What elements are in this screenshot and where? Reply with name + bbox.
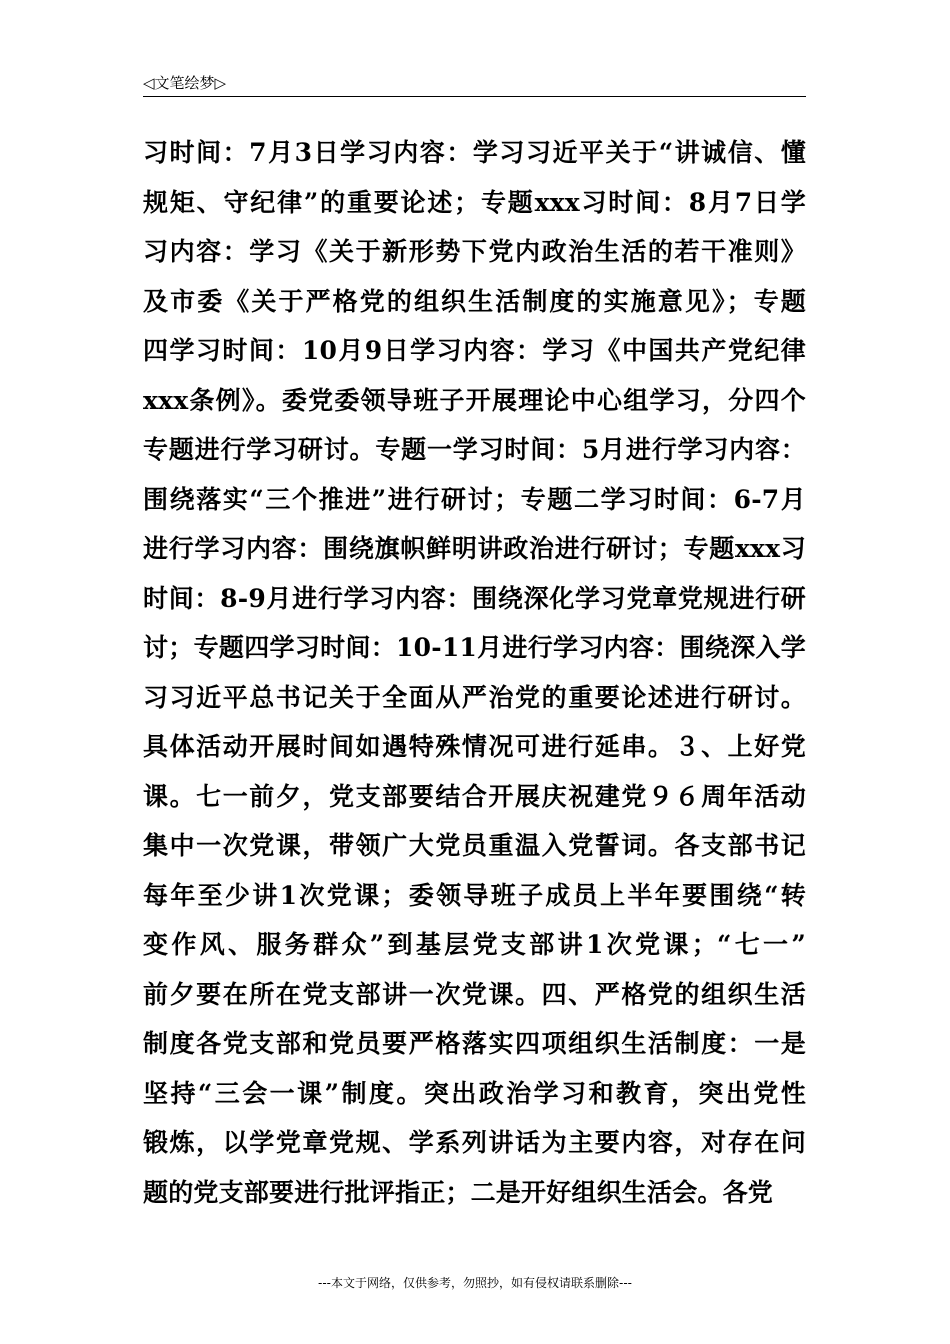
body-line: 规矩、守纪律”的重要论述；专题xxx习时间：8月7日学 <box>143 187 806 217</box>
body-line: 前夕要在所在党支部讲一次党课。四、严格党的组织生活 <box>143 979 806 1009</box>
body-line: 围绕落实“三个推进”进行研讨；专题二学习时间：6-7月 <box>143 484 806 514</box>
header-title: ◁文笔绘梦▷ <box>143 74 227 92</box>
body-line: 制度各党支部和党员要严格落实四项组织生活制度：一是 <box>143 1029 806 1058</box>
body-line: 讨；专题四学习时间：10-11月进行学习内容：围绕深入学 <box>143 633 806 662</box>
body-line: 四学习时间：10月9日学习内容：学习《中国共产党纪律 <box>143 336 806 365</box>
body-line: 课。七一前夕，党支部要结合开展庆祝建党９６周年活动 <box>143 781 806 811</box>
body-line: 时间：8-9月进行学习内容：围绕深化学习党章党规进行研 <box>143 583 806 613</box>
body-line: 锻炼，以学党章党规、学系列讲话为主要内容，对存在问 <box>143 1128 806 1157</box>
body-line: 具体活动开展时间如遇特殊情况可进行延串。３、上好党 <box>143 732 806 761</box>
document-body <box>143 128 806 1217</box>
body-line: 习内容：学习《关于新形势下党内政治生活的若干准则》 <box>143 237 806 266</box>
page-header <box>143 70 806 97</box>
body-line: 习时间：7月3日学习内容：学习习近平关于“讲诚信、懂 <box>143 138 806 167</box>
body-line: 每年至少讲1次党课；委领导班子成员上半年要围绕“转 <box>143 880 806 910</box>
body-line: 专题进行学习研讨。专题一学习时间：5月进行学习内容： <box>143 435 806 464</box>
body-line: xxx条例》。委党委领导班子开展理论中心组学习，分四个 <box>143 385 806 415</box>
body-line: 进行学习内容：围绕旗帜鲜明讲政治进行研讨；专题xxx习 <box>143 534 806 563</box>
page-footer: ---本文于网络，仅供参考，勿照抄，如有侵权请联系删除--- <box>318 1276 632 1290</box>
body-line: 及市委《关于严格党的组织生活制度的实施意见》；专题 <box>143 286 806 316</box>
body-line: 题的党支部要进行批评指正；二是开好组织生活会。各党 <box>143 1177 774 1207</box>
body-line: 变作风、服务群众”到基层党支部讲1次党课；“七一” <box>143 930 806 959</box>
body-line: 坚持“三会一课”制度。突出政治学习和教育，突出党性 <box>143 1078 806 1108</box>
body-line: 习习近平总书记关于全面从严治党的重要论述进行研讨。 <box>143 682 806 712</box>
body-line: 集中一次党课，带领广大党员重温入党誓词。各支部书记 <box>143 831 806 860</box>
